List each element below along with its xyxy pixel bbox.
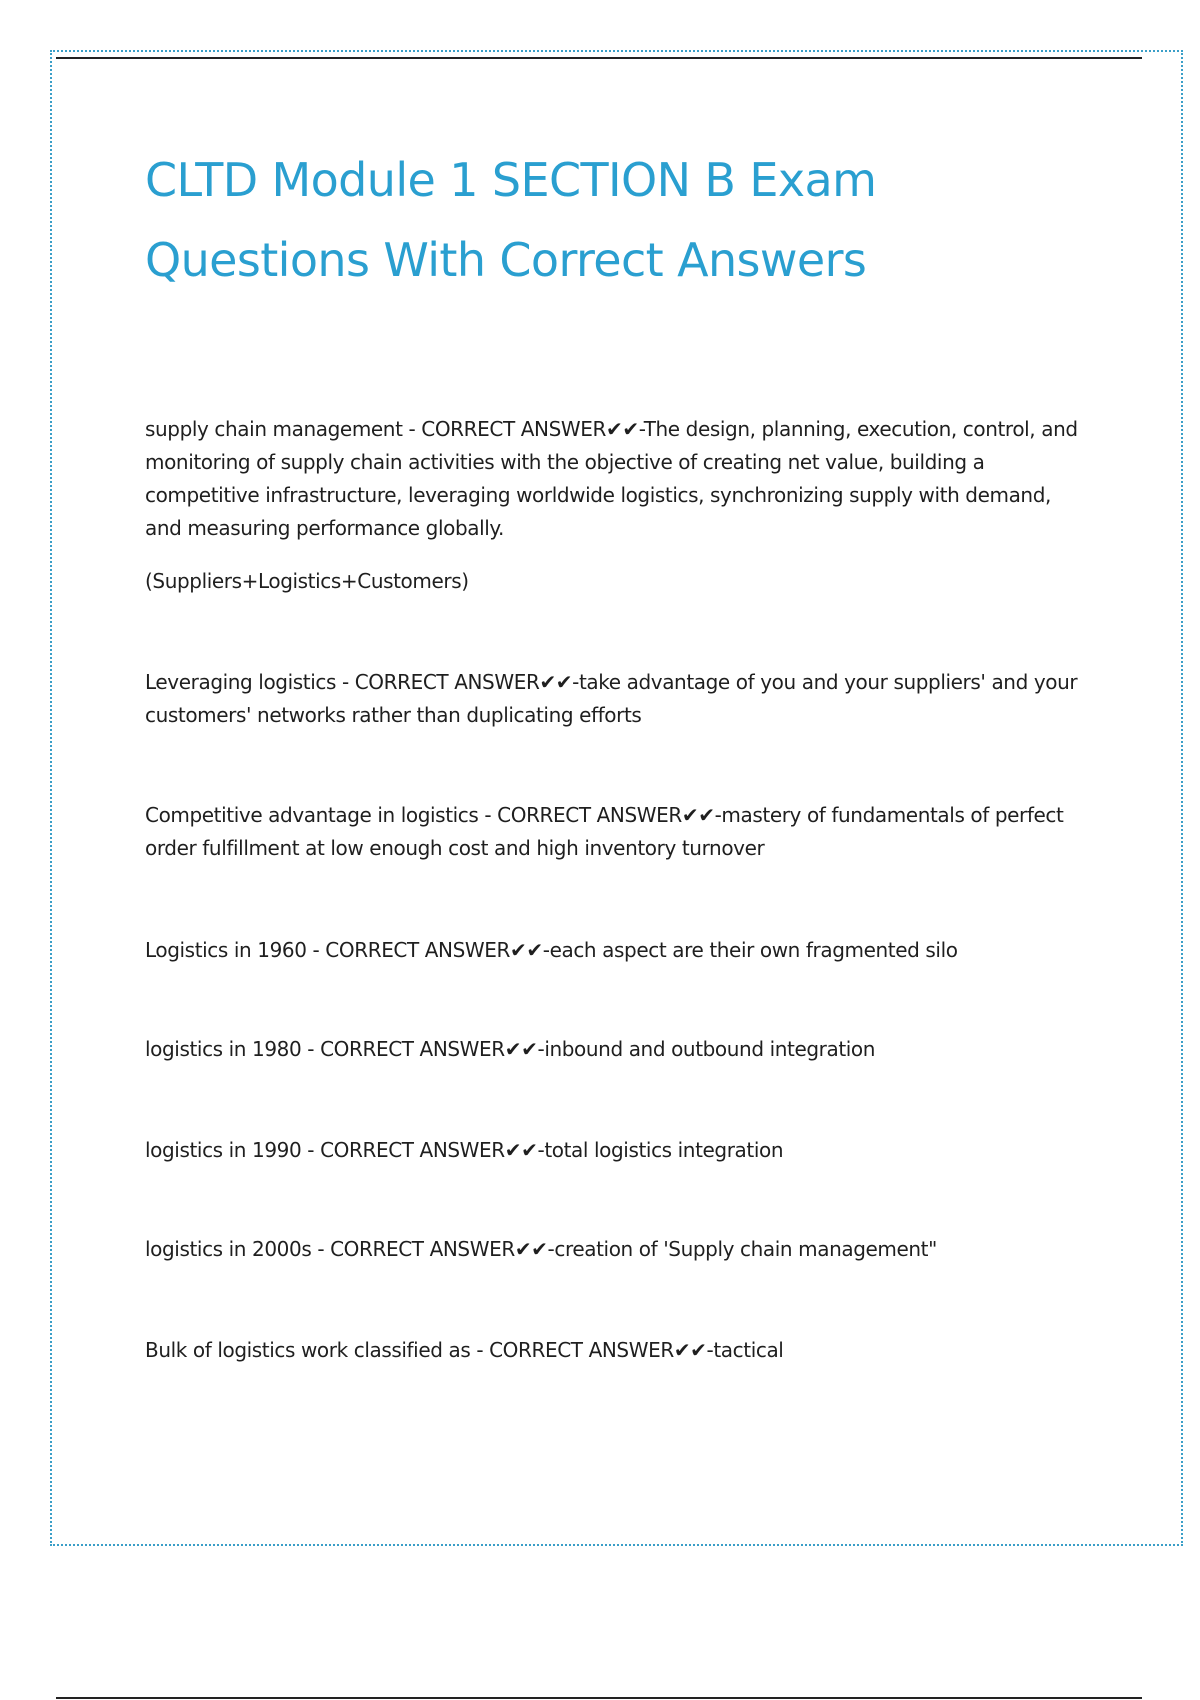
qa-separator: - [306,938,326,962]
qa-item-logistics-1960 [145,934,1085,967]
qa-term: logistics in 1980 [145,1037,302,1061]
qa-answer: creation of 'Supply chain management" [554,1237,937,1261]
qa-separator: - [478,803,498,827]
qa-answer: take advantage of you and your suppliers' and your customers' networks rather than duplicating efforts [145,670,1078,727]
footer-rule [56,1697,1142,1699]
qa-term: Bulk of logistics work classified as [145,1338,471,1362]
qa-answer: total logistics integration [544,1138,784,1162]
qa-answer: The design, planning, execution, control, and monitoring of supply chain activities with the objective of creating net value, building a competitive infrastructure, leveraging worldwide logistics, synchronizing supply with demand, and measuring performance globally. [145,417,1078,540]
qa-item-bulk-logistics-work [145,1334,1085,1367]
qa-term: Leveraging logistics [145,670,336,694]
qa-separator: - [470,1338,490,1362]
qa-separator: - [402,417,422,441]
qa-term: supply chain management [145,417,403,441]
qa-item-logistics-1980 [145,1033,1085,1066]
qa-item-leveraging-logistics [145,666,1085,732]
qa-term: Logistics in 1960 [145,938,307,962]
qa-term: Competitive advantage in logistics [145,803,479,827]
correct-answer-marker: CORRECT ANSWER✔✔- [497,803,722,827]
qa-separator: - [311,1237,331,1261]
qa-separator: - [301,1037,321,1061]
qa-answer: tactical [713,1338,784,1362]
qa-answer: inbound and outbound integration [544,1037,876,1061]
qa-separator: - [301,1138,321,1162]
qa-item-logistics-2000s [145,1233,1085,1266]
qa-item-competitive-advantage [145,799,1085,865]
qa-answer: each aspect are their own fragmented silo [549,938,958,962]
correct-answer-marker: CORRECT ANSWER✔✔- [320,1138,545,1162]
correct-answer-marker: CORRECT ANSWER✔✔- [320,1037,545,1061]
correct-answer-marker: CORRECT ANSWER✔✔- [325,938,550,962]
correct-answer-marker: CORRECT ANSWER✔✔- [330,1237,555,1261]
qa-term: logistics in 2000s [145,1237,312,1261]
correct-answer-marker: CORRECT ANSWER✔✔- [421,417,644,441]
correct-answer-marker: CORRECT ANSWER✔✔- [489,1338,714,1362]
qa-separator: - [335,670,355,694]
document-title: CLTD Module 1 SECTION B Exam Questions With Correct Answers [145,153,877,287]
qa-term: logistics in 1990 [145,1138,302,1162]
header-rule [56,57,1142,59]
qa-item-supply-chain-management [145,413,1085,545]
qa-answer: mastery of fundamentals of perfect order fulfillment at low enough cost and high inventory turnover [145,803,1064,860]
correct-answer-marker: CORRECT ANSWER✔✔- [354,670,579,694]
qa-item-logistics-1990 [145,1134,1085,1167]
qa-item-extra-line: (Suppliers+Logistics+Customers) [145,569,469,593]
